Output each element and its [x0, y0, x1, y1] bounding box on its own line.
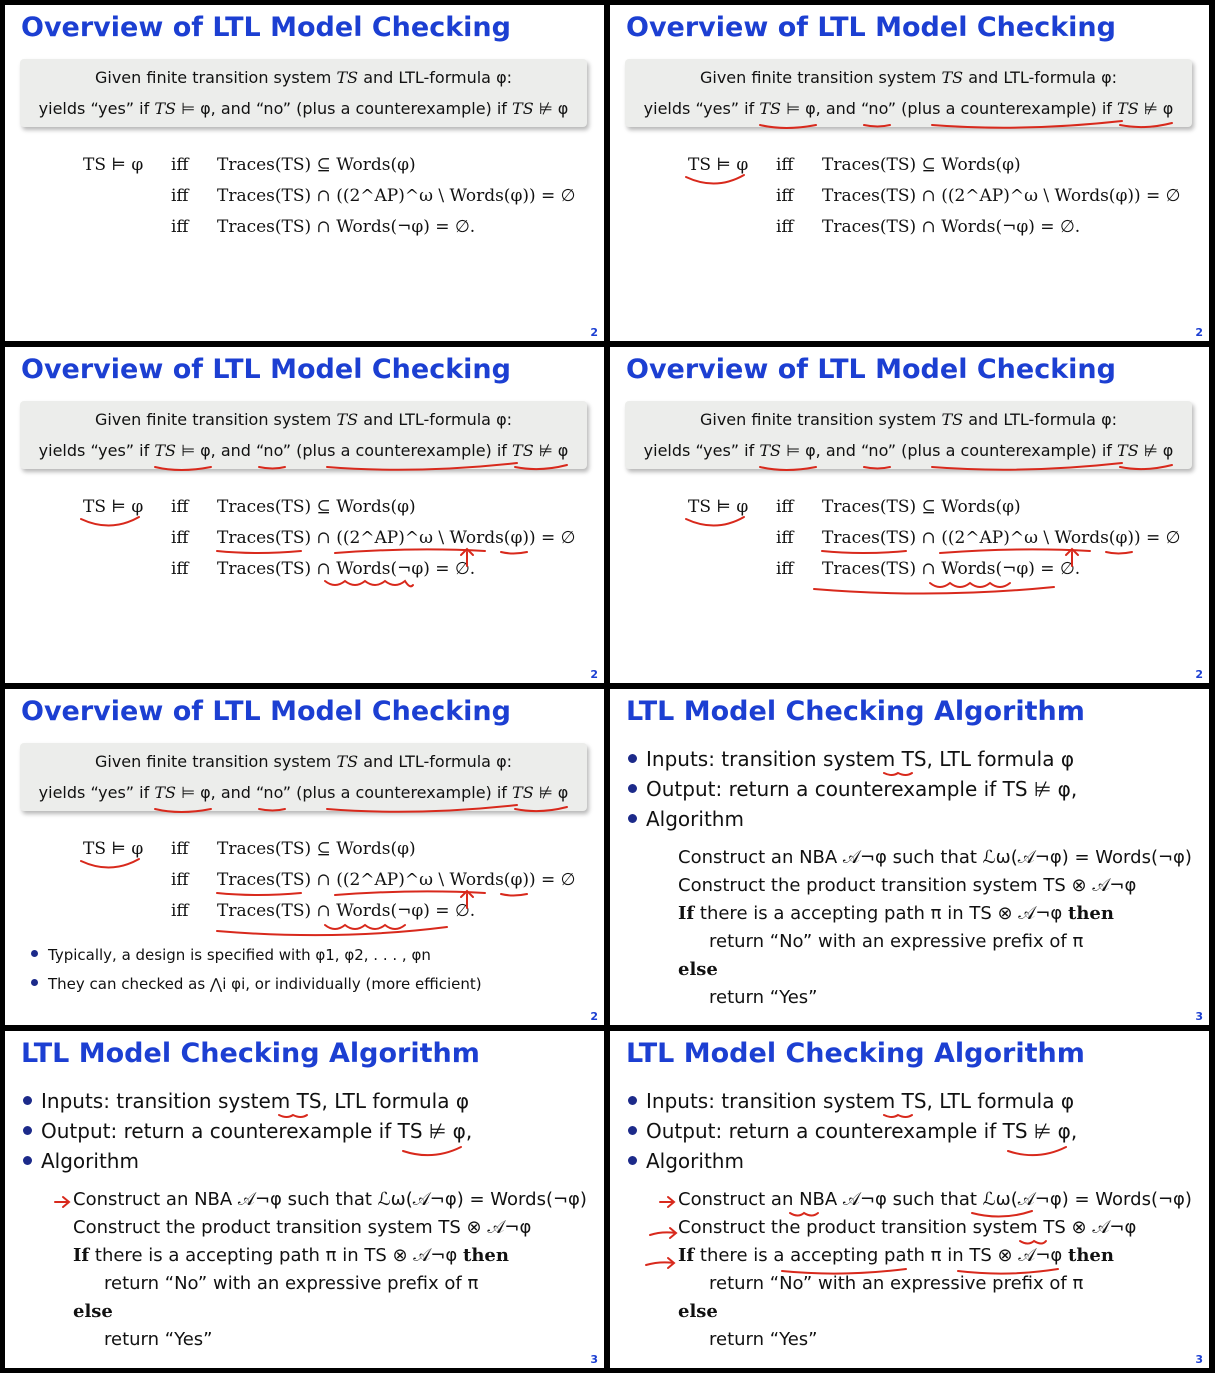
eq-lhs: TS ⊨ φ — [83, 155, 144, 175]
algorithm-bullet: Algorithm — [628, 1149, 744, 1173]
algorithm-bullet: Algorithm — [23, 1149, 139, 1173]
eq-rhs-2: Traces(TS) ∩ ((2^AP)^ω \ Words(φ)) = ∅ — [822, 528, 1181, 548]
eq-iff-1: iff — [171, 497, 189, 517]
input-bullet: Inputs: transition system TS, LTL formula φ — [628, 747, 1074, 771]
eq-lhs: TS ⊨ φ — [688, 497, 749, 517]
summary-box: Given finite transition system TS and LTL-formula φ: yields “yes” if TS ⊨ φ, and “no” (plus a counterexample) if TS ⊭ φ — [625, 59, 1192, 127]
eq-iff-2: iff — [171, 186, 189, 206]
slide-title: LTL Model Checking Algorithm — [626, 696, 1085, 727]
algorithm-step-5: return “Yes” — [104, 1329, 213, 1350]
output-bullet: Output: return a counterexample if TS ⊭ φ, — [628, 1119, 1077, 1143]
input-bullet: Inputs: transition system TS, LTL formula φ — [23, 1089, 469, 1113]
eq-iff-2: iff — [171, 528, 189, 548]
equations — [610, 5, 1209, 237]
eq-iff-2: iff — [171, 870, 189, 890]
eq-lhs: TS ⊨ φ — [83, 497, 144, 517]
slide-title: Overview of LTL Model Checking — [21, 12, 511, 43]
slide-1 — [5, 5, 604, 341]
eq-rhs-1: Traces(TS) ⊆ Words(φ) — [217, 497, 416, 517]
eq-iff-3: iff — [776, 559, 794, 579]
input-bullet: Inputs: transition system TS, LTL formula φ — [628, 1089, 1074, 1113]
slide-7 — [5, 1031, 604, 1368]
slide-title: Overview of LTL Model Checking — [21, 696, 511, 727]
eq-rhs-1: Traces(TS) ⊆ Words(φ) — [822, 497, 1021, 517]
eq-rhs-3: Traces(TS) ∩ Words(¬φ) = ∅. — [217, 901, 476, 921]
eq-lhs: TS ⊨ φ — [688, 155, 749, 175]
summary-box: Given finite transition system TS and LTL-formula φ: yields “yes” if TS ⊨ φ, and “no” (plus a counterexample) if TS ⊭ φ — [20, 59, 587, 127]
eq-iff-3: iff — [776, 217, 794, 237]
slide-title: LTL Model Checking Algorithm — [21, 1038, 480, 1069]
note-item-2: They can checked as ⋀i φi, or individually (more efficient) — [31, 975, 482, 993]
eq-iff-2: iff — [776, 186, 794, 206]
eq-iff-3: iff — [171, 559, 189, 579]
page-number: 2 — [1195, 326, 1203, 339]
equations — [5, 347, 604, 579]
equations — [5, 5, 604, 237]
slide-8 — [610, 1031, 1209, 1368]
page-number: 3 — [590, 1353, 598, 1366]
page-number: 3 — [1195, 1353, 1203, 1366]
page-number: 2 — [1195, 668, 1203, 681]
algorithm-step-1: Construct an NBA 𝒜¬φ such that ℒω(𝒜¬φ) = Words(¬φ) — [678, 1189, 1192, 1210]
eq-iff-3: iff — [171, 901, 189, 921]
eq-rhs-1: Traces(TS) ⊆ Words(φ) — [217, 155, 416, 175]
page-number: 2 — [590, 1010, 598, 1023]
summary-box: Given finite transition system TS and LTL-formula φ: yields “yes” if TS ⊨ φ, and “no” (plus a counterexample) if TS ⊭ φ — [625, 401, 1192, 469]
algorithm-step-2: Construct the product transition system TS ⊗ 𝒜¬φ — [678, 875, 1137, 896]
algorithm-step-3: If there is a accepting path π in TS ⊗ 𝒜¬φ then — [73, 1245, 509, 1266]
slide-title: LTL Model Checking Algorithm — [626, 1038, 1085, 1069]
eq-rhs-1: Traces(TS) ⊆ Words(φ) — [217, 839, 416, 859]
algorithm-step-1: Construct an NBA 𝒜¬φ such that ℒω(𝒜¬φ) = Words(¬φ) — [678, 847, 1192, 868]
eq-rhs-3: Traces(TS) ∩ Words(¬φ) = ∅. — [217, 559, 476, 579]
slide-6 — [610, 689, 1209, 1025]
page-number: 2 — [590, 668, 598, 681]
slide-3 — [5, 347, 604, 683]
eq-iff-1: iff — [776, 497, 794, 517]
algorithm-step-2: Construct the product transition system TS ⊗ 𝒜¬φ — [678, 1217, 1137, 1238]
eq-iff-1: iff — [171, 839, 189, 859]
algorithm-else: else — [678, 959, 718, 980]
equations — [5, 689, 604, 921]
slide-title: Overview of LTL Model Checking — [21, 354, 511, 385]
algorithm-step-3: If there is a accepting path π in TS ⊗ 𝒜¬φ then — [678, 903, 1114, 924]
eq-iff-2: iff — [776, 528, 794, 548]
algorithm-bullet: Algorithm — [628, 807, 744, 831]
page-number: 2 — [590, 326, 598, 339]
algorithm-else: else — [678, 1301, 718, 1322]
algorithm-else: else — [73, 1301, 113, 1322]
eq-lhs: TS ⊨ φ — [83, 839, 144, 859]
slide-4 — [610, 347, 1209, 683]
eq-rhs-2: Traces(TS) ∩ ((2^AP)^ω \ Words(φ)) = ∅ — [822, 186, 1181, 206]
summary-box: Given finite transition system TS and LTL-formula φ: yields “yes” if TS ⊨ φ, and “no” (plus a counterexample) if TS ⊭ φ — [20, 401, 587, 469]
algorithm-step-5: return “Yes” — [709, 987, 818, 1008]
slide-title: Overview of LTL Model Checking — [626, 12, 1116, 43]
equations — [610, 347, 1209, 579]
algorithm-step-1: Construct an NBA 𝒜¬φ such that ℒω(𝒜¬φ) = Words(¬φ) — [73, 1189, 587, 1210]
slide-5 — [5, 689, 604, 1025]
output-bullet: Output: return a counterexample if TS ⊭ φ, — [23, 1119, 472, 1143]
note-item-1: Typically, a design is specified with φ1, φ2, . . . , φn — [31, 946, 431, 964]
algorithm-step-4: return “No” with an expressive prefix of π — [709, 931, 1084, 952]
summary-box: Given finite transition system TS and LTL-formula φ: yields “yes” if TS ⊨ φ, and “no” (plus a counterexample) if TS ⊭ φ — [20, 743, 587, 811]
algorithm-step-3: If there is a accepting path π in TS ⊗ 𝒜¬φ then — [678, 1245, 1114, 1266]
eq-iff-1: iff — [171, 155, 189, 175]
slide-2 — [610, 5, 1209, 341]
algorithm-step-5: return “Yes” — [709, 1329, 818, 1350]
page-number: 3 — [1195, 1010, 1203, 1023]
eq-rhs-2: Traces(TS) ∩ ((2^AP)^ω \ Words(φ)) = ∅ — [217, 186, 576, 206]
eq-iff-3: iff — [171, 217, 189, 237]
slide-title: Overview of LTL Model Checking — [626, 354, 1116, 385]
algorithm-step-2: Construct the product transition system TS ⊗ 𝒜¬φ — [73, 1217, 532, 1238]
eq-rhs-3: Traces(TS) ∩ Words(¬φ) = ∅. — [217, 217, 476, 237]
eq-rhs-2: Traces(TS) ∩ ((2^AP)^ω \ Words(φ)) = ∅ — [217, 528, 576, 548]
output-bullet: Output: return a counterexample if TS ⊭ φ, — [628, 777, 1077, 801]
algorithm-step-4: return “No” with an expressive prefix of π — [104, 1273, 479, 1294]
algorithm-step-4: return “No” with an expressive prefix of π — [709, 1273, 1084, 1294]
eq-rhs-2: Traces(TS) ∩ ((2^AP)^ω \ Words(φ)) = ∅ — [217, 870, 576, 890]
eq-rhs-3: Traces(TS) ∩ Words(¬φ) = ∅. — [822, 217, 1081, 237]
eq-rhs-3: Traces(TS) ∩ Words(¬φ) = ∅. — [822, 559, 1081, 579]
eq-rhs-1: Traces(TS) ⊆ Words(φ) — [822, 155, 1021, 175]
eq-iff-1: iff — [776, 155, 794, 175]
